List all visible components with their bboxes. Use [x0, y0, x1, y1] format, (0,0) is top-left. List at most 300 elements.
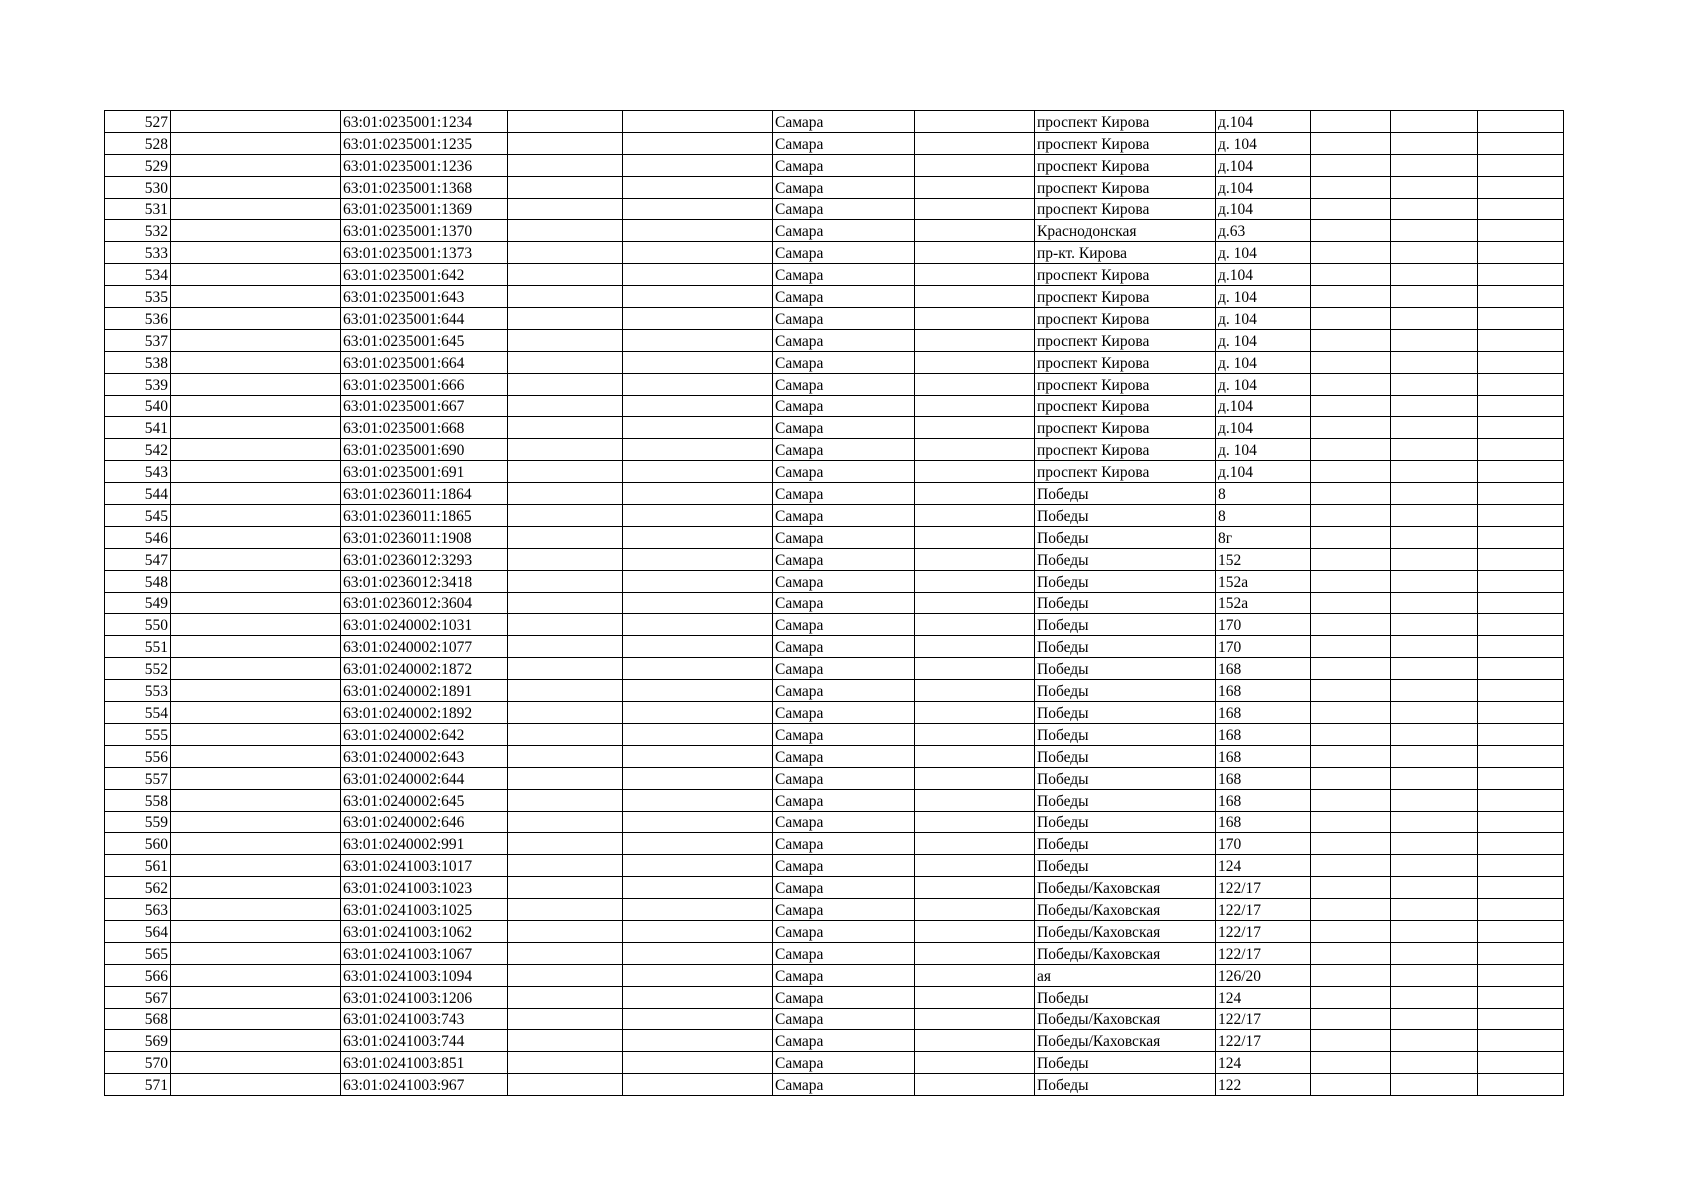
- table-row: [105, 483, 1564, 505]
- street-cell: Победы: [1035, 548, 1216, 570]
- city-cell: Самара: [773, 592, 915, 614]
- empty-cell: [1391, 154, 1478, 176]
- street-cell: проспект Кирова: [1035, 351, 1216, 373]
- empty-cell: [915, 395, 1035, 417]
- street-cell: Краснодонская: [1035, 220, 1216, 242]
- street-cell: проспект Кирова: [1035, 461, 1216, 483]
- city-cell: Самара: [773, 505, 915, 527]
- house-number-cell: д. 104: [1216, 373, 1311, 395]
- house-number-cell: 168: [1216, 789, 1311, 811]
- empty-cell: [1311, 329, 1391, 351]
- street-cell: проспект Кирова: [1035, 329, 1216, 351]
- empty-cell: [623, 833, 773, 855]
- empty-cell: [915, 877, 1035, 899]
- empty-cell: [508, 811, 623, 833]
- empty-cell: [1391, 548, 1478, 570]
- empty-cell: [1311, 658, 1391, 680]
- empty-cell: [1391, 942, 1478, 964]
- house-number-cell: 8: [1216, 505, 1311, 527]
- empty-cell: [623, 264, 773, 286]
- empty-cell: [1478, 1008, 1564, 1030]
- table-row: [105, 264, 1564, 286]
- cadastral-number-cell: 63:01:0235001:1235: [341, 132, 508, 154]
- empty-cell: [1478, 614, 1564, 636]
- empty-cell: [1478, 308, 1564, 330]
- empty-cell: [508, 658, 623, 680]
- cadastral-number-cell: 63:01:0241003:1025: [341, 899, 508, 921]
- empty-cell: [1311, 373, 1391, 395]
- empty-cell: [1391, 1074, 1478, 1096]
- cadastral-number-cell: 63:01:0241003:851: [341, 1052, 508, 1074]
- empty-cell: [623, 1074, 773, 1096]
- street-cell: проспект Кирова: [1035, 198, 1216, 220]
- empty-cell: [915, 461, 1035, 483]
- table-row: [105, 242, 1564, 264]
- house-number-cell: 122/17: [1216, 1008, 1311, 1030]
- row-number-cell: 538: [105, 351, 171, 373]
- house-number-cell: 170: [1216, 833, 1311, 855]
- empty-cell: [1311, 986, 1391, 1008]
- table-row: [105, 658, 1564, 680]
- house-number-cell: 168: [1216, 767, 1311, 789]
- empty-cell: [508, 505, 623, 527]
- empty-cell: [1391, 723, 1478, 745]
- empty-cell: [171, 461, 341, 483]
- row-number-cell: 529: [105, 154, 171, 176]
- house-number-cell: д. 104: [1216, 132, 1311, 154]
- cadastral-number-cell: 63:01:0235001:664: [341, 351, 508, 373]
- empty-cell: [171, 680, 341, 702]
- empty-cell: [623, 373, 773, 395]
- empty-cell: [1311, 395, 1391, 417]
- empty-cell: [1391, 111, 1478, 133]
- table-row: [105, 548, 1564, 570]
- empty-cell: [915, 1030, 1035, 1052]
- empty-cell: [915, 154, 1035, 176]
- empty-cell: [1311, 745, 1391, 767]
- street-cell: Победы: [1035, 526, 1216, 548]
- row-number-cell: 552: [105, 658, 171, 680]
- empty-cell: [171, 833, 341, 855]
- empty-cell: [171, 745, 341, 767]
- empty-cell: [1311, 942, 1391, 964]
- empty-cell: [1311, 351, 1391, 373]
- empty-cell: [171, 986, 341, 1008]
- city-cell: Самара: [773, 154, 915, 176]
- empty-cell: [915, 373, 1035, 395]
- row-number-cell: 551: [105, 636, 171, 658]
- empty-cell: [508, 198, 623, 220]
- empty-cell: [623, 242, 773, 264]
- empty-cell: [1478, 505, 1564, 527]
- cadastral-number-cell: 63:01:0240002:642: [341, 723, 508, 745]
- house-number-cell: д. 104: [1216, 439, 1311, 461]
- empty-cell: [171, 286, 341, 308]
- street-cell: Победы/Каховская: [1035, 899, 1216, 921]
- house-number-cell: д.104: [1216, 264, 1311, 286]
- row-number-cell: 531: [105, 198, 171, 220]
- empty-cell: [508, 789, 623, 811]
- empty-cell: [1311, 811, 1391, 833]
- empty-cell: [915, 570, 1035, 592]
- empty-cell: [623, 745, 773, 767]
- street-cell: Победы: [1035, 1074, 1216, 1096]
- empty-cell: [915, 351, 1035, 373]
- empty-cell: [623, 636, 773, 658]
- street-cell: Победы: [1035, 811, 1216, 833]
- empty-cell: [1478, 877, 1564, 899]
- house-number-cell: д.63: [1216, 220, 1311, 242]
- city-cell: Самара: [773, 702, 915, 724]
- street-cell: проспект Кирова: [1035, 132, 1216, 154]
- table-row: [105, 811, 1564, 833]
- empty-cell: [915, 1052, 1035, 1074]
- empty-cell: [1311, 220, 1391, 242]
- empty-cell: [623, 920, 773, 942]
- row-number-cell: 563: [105, 899, 171, 921]
- street-cell: Победы: [1035, 505, 1216, 527]
- street-cell: ая: [1035, 964, 1216, 986]
- street-cell: Победы: [1035, 680, 1216, 702]
- empty-cell: [915, 308, 1035, 330]
- street-cell: проспект Кирова: [1035, 308, 1216, 330]
- row-number-cell: 556: [105, 745, 171, 767]
- house-number-cell: 124: [1216, 855, 1311, 877]
- house-number-cell: 168: [1216, 658, 1311, 680]
- cadastral-number-cell: 63:01:0240002:1077: [341, 636, 508, 658]
- empty-cell: [1391, 986, 1478, 1008]
- empty-cell: [623, 329, 773, 351]
- table-row: [105, 789, 1564, 811]
- row-number-cell: 539: [105, 373, 171, 395]
- street-cell: проспект Кирова: [1035, 373, 1216, 395]
- row-number-cell: 559: [105, 811, 171, 833]
- cadastral-number-cell: 63:01:0240002:1892: [341, 702, 508, 724]
- house-number-cell: д. 104: [1216, 308, 1311, 330]
- cadastral-number-cell: 63:01:0240002:645: [341, 789, 508, 811]
- house-number-cell: д.104: [1216, 461, 1311, 483]
- empty-cell: [1478, 789, 1564, 811]
- table-row: [105, 417, 1564, 439]
- empty-cell: [1391, 132, 1478, 154]
- city-cell: Самара: [773, 658, 915, 680]
- empty-cell: [623, 964, 773, 986]
- cadastral-number-cell: 63:01:0241003:743: [341, 1008, 508, 1030]
- house-number-cell: 122/17: [1216, 877, 1311, 899]
- empty-cell: [1311, 614, 1391, 636]
- row-number-cell: 570: [105, 1052, 171, 1074]
- empty-cell: [508, 1008, 623, 1030]
- house-number-cell: д.104: [1216, 417, 1311, 439]
- empty-cell: [915, 264, 1035, 286]
- empty-cell: [623, 439, 773, 461]
- empty-cell: [1391, 636, 1478, 658]
- cadastral-number-cell: 63:01:0240002:644: [341, 767, 508, 789]
- empty-cell: [1478, 417, 1564, 439]
- empty-cell: [1391, 964, 1478, 986]
- empty-cell: [1391, 833, 1478, 855]
- empty-cell: [508, 636, 623, 658]
- empty-cell: [1391, 570, 1478, 592]
- city-cell: Самара: [773, 417, 915, 439]
- house-number-cell: 8г: [1216, 526, 1311, 548]
- cadastral-number-cell: 63:01:0235001:642: [341, 264, 508, 286]
- empty-cell: [1391, 702, 1478, 724]
- empty-cell: [171, 723, 341, 745]
- empty-cell: [171, 351, 341, 373]
- row-number-cell: 532: [105, 220, 171, 242]
- empty-cell: [915, 1074, 1035, 1096]
- empty-cell: [1478, 1030, 1564, 1052]
- empty-cell: [1391, 505, 1478, 527]
- row-number-cell: 560: [105, 833, 171, 855]
- empty-cell: [171, 395, 341, 417]
- empty-cell: [508, 767, 623, 789]
- empty-cell: [1311, 592, 1391, 614]
- empty-cell: [915, 176, 1035, 198]
- row-number-cell: 571: [105, 1074, 171, 1096]
- empty-cell: [915, 899, 1035, 921]
- cadastral-number-cell: 63:01:0236012:3293: [341, 548, 508, 570]
- empty-cell: [1478, 373, 1564, 395]
- city-cell: Самара: [773, 220, 915, 242]
- table-row: [105, 855, 1564, 877]
- empty-cell: [1478, 833, 1564, 855]
- empty-cell: [508, 111, 623, 133]
- empty-cell: [1311, 702, 1391, 724]
- empty-cell: [1478, 548, 1564, 570]
- empty-cell: [171, 417, 341, 439]
- empty-cell: [1311, 636, 1391, 658]
- empty-cell: [171, 855, 341, 877]
- empty-cell: [623, 680, 773, 702]
- row-number-cell: 540: [105, 395, 171, 417]
- row-number-cell: 534: [105, 264, 171, 286]
- house-number-cell: 168: [1216, 745, 1311, 767]
- city-cell: Самара: [773, 899, 915, 921]
- table-row: [105, 877, 1564, 899]
- city-cell: Самара: [773, 329, 915, 351]
- table-row: [105, 132, 1564, 154]
- row-number-cell: 550: [105, 614, 171, 636]
- empty-cell: [508, 548, 623, 570]
- empty-cell: [171, 702, 341, 724]
- table-row: [105, 505, 1564, 527]
- empty-cell: [915, 702, 1035, 724]
- cadastral-number-cell: 63:01:0241003:744: [341, 1030, 508, 1052]
- row-number-cell: 554: [105, 702, 171, 724]
- empty-cell: [171, 154, 341, 176]
- street-cell: Победы: [1035, 483, 1216, 505]
- cadastral-number-cell: 63:01:0235001:643: [341, 286, 508, 308]
- empty-cell: [508, 395, 623, 417]
- empty-cell: [623, 417, 773, 439]
- city-cell: Самара: [773, 789, 915, 811]
- street-cell: Победы: [1035, 614, 1216, 636]
- empty-cell: [171, 920, 341, 942]
- empty-cell: [915, 111, 1035, 133]
- empty-cell: [508, 614, 623, 636]
- empty-cell: [623, 789, 773, 811]
- house-number-cell: 168: [1216, 680, 1311, 702]
- empty-cell: [1391, 176, 1478, 198]
- empty-cell: [1391, 592, 1478, 614]
- empty-cell: [1311, 877, 1391, 899]
- empty-cell: [171, 789, 341, 811]
- empty-cell: [1311, 1030, 1391, 1052]
- empty-cell: [1311, 111, 1391, 133]
- empty-cell: [1391, 483, 1478, 505]
- cadastral-number-cell: 63:01:0235001:1234: [341, 111, 508, 133]
- cadastral-number-cell: 63:01:0236012:3418: [341, 570, 508, 592]
- empty-cell: [508, 964, 623, 986]
- empty-cell: [171, 439, 341, 461]
- street-cell: Победы: [1035, 986, 1216, 1008]
- empty-cell: [1391, 461, 1478, 483]
- cadastral-number-cell: 63:01:0241003:1017: [341, 855, 508, 877]
- empty-cell: [623, 483, 773, 505]
- empty-cell: [1478, 132, 1564, 154]
- empty-cell: [915, 483, 1035, 505]
- cadastral-number-cell: 63:01:0235001:690: [341, 439, 508, 461]
- empty-cell: [508, 1052, 623, 1074]
- empty-cell: [1478, 461, 1564, 483]
- empty-cell: [171, 132, 341, 154]
- row-number-cell: 533: [105, 242, 171, 264]
- empty-cell: [171, 220, 341, 242]
- empty-cell: [508, 986, 623, 1008]
- empty-cell: [1311, 308, 1391, 330]
- empty-cell: [623, 1052, 773, 1074]
- empty-cell: [171, 592, 341, 614]
- empty-cell: [1311, 1052, 1391, 1074]
- street-cell: пр-кт. Кирова: [1035, 242, 1216, 264]
- city-cell: Самара: [773, 264, 915, 286]
- cadastral-number-cell: 63:01:0235001:1236: [341, 154, 508, 176]
- empty-cell: [171, 1008, 341, 1030]
- empty-cell: [623, 658, 773, 680]
- empty-cell: [1311, 461, 1391, 483]
- table-row: [105, 154, 1564, 176]
- empty-cell: [623, 899, 773, 921]
- empty-cell: [1478, 855, 1564, 877]
- empty-cell: [508, 242, 623, 264]
- row-number-cell: 543: [105, 461, 171, 483]
- house-number-cell: 168: [1216, 702, 1311, 724]
- empty-cell: [1391, 373, 1478, 395]
- table-row: [105, 1030, 1564, 1052]
- empty-cell: [508, 264, 623, 286]
- table-row: [105, 920, 1564, 942]
- row-number-cell: 548: [105, 570, 171, 592]
- city-cell: Самара: [773, 811, 915, 833]
- cadastral-number-cell: 63:01:0235001:1373: [341, 242, 508, 264]
- empty-cell: [508, 329, 623, 351]
- table-row: [105, 680, 1564, 702]
- empty-cell: [171, 526, 341, 548]
- empty-cell: [1478, 920, 1564, 942]
- empty-cell: [1478, 636, 1564, 658]
- empty-cell: [171, 899, 341, 921]
- empty-cell: [1311, 526, 1391, 548]
- house-number-cell: 124: [1216, 986, 1311, 1008]
- city-cell: Самара: [773, 198, 915, 220]
- empty-cell: [508, 176, 623, 198]
- city-cell: Самара: [773, 723, 915, 745]
- row-number-cell: 566: [105, 964, 171, 986]
- empty-cell: [508, 899, 623, 921]
- table-row: [105, 899, 1564, 921]
- empty-cell: [623, 614, 773, 636]
- empty-cell: [1311, 439, 1391, 461]
- street-cell: проспект Кирова: [1035, 439, 1216, 461]
- table-row: [105, 329, 1564, 351]
- table-row: [105, 176, 1564, 198]
- empty-cell: [1478, 220, 1564, 242]
- empty-cell: [1478, 483, 1564, 505]
- city-cell: Самара: [773, 1008, 915, 1030]
- empty-cell: [915, 1008, 1035, 1030]
- empty-cell: [1391, 329, 1478, 351]
- row-number-cell: 547: [105, 548, 171, 570]
- empty-cell: [1311, 176, 1391, 198]
- empty-cell: [1478, 745, 1564, 767]
- empty-cell: [1478, 329, 1564, 351]
- house-number-cell: д. 104: [1216, 351, 1311, 373]
- empty-cell: [508, 439, 623, 461]
- empty-cell: [623, 855, 773, 877]
- row-number-cell: 530: [105, 176, 171, 198]
- empty-cell: [1478, 439, 1564, 461]
- empty-cell: [508, 154, 623, 176]
- cadastral-number-cell: 63:01:0241003:1094: [341, 964, 508, 986]
- city-cell: Самара: [773, 833, 915, 855]
- empty-cell: [623, 548, 773, 570]
- empty-cell: [915, 198, 1035, 220]
- empty-cell: [1478, 723, 1564, 745]
- cadastral-number-cell: 63:01:0241003:1062: [341, 920, 508, 942]
- empty-cell: [508, 220, 623, 242]
- empty-cell: [623, 198, 773, 220]
- street-cell: Победы/Каховская: [1035, 1008, 1216, 1030]
- empty-cell: [1478, 592, 1564, 614]
- empty-cell: [508, 132, 623, 154]
- empty-cell: [623, 132, 773, 154]
- empty-cell: [623, 702, 773, 724]
- empty-cell: [1391, 811, 1478, 833]
- empty-cell: [171, 198, 341, 220]
- empty-cell: [508, 723, 623, 745]
- empty-cell: [1311, 132, 1391, 154]
- empty-cell: [1391, 308, 1478, 330]
- row-number-cell: 565: [105, 942, 171, 964]
- empty-cell: [171, 636, 341, 658]
- empty-cell: [508, 942, 623, 964]
- street-cell: проспект Кирова: [1035, 264, 1216, 286]
- city-cell: Самара: [773, 920, 915, 942]
- empty-cell: [508, 570, 623, 592]
- table-row: [105, 570, 1564, 592]
- house-number-cell: 152а: [1216, 570, 1311, 592]
- empty-cell: [171, 242, 341, 264]
- empty-cell: [915, 833, 1035, 855]
- city-cell: Самара: [773, 680, 915, 702]
- cadastral-number-cell: 63:01:0235001:1370: [341, 220, 508, 242]
- street-cell: Победы/Каховская: [1035, 1030, 1216, 1052]
- empty-cell: [508, 526, 623, 548]
- house-number-cell: 168: [1216, 811, 1311, 833]
- empty-cell: [1391, 1008, 1478, 1030]
